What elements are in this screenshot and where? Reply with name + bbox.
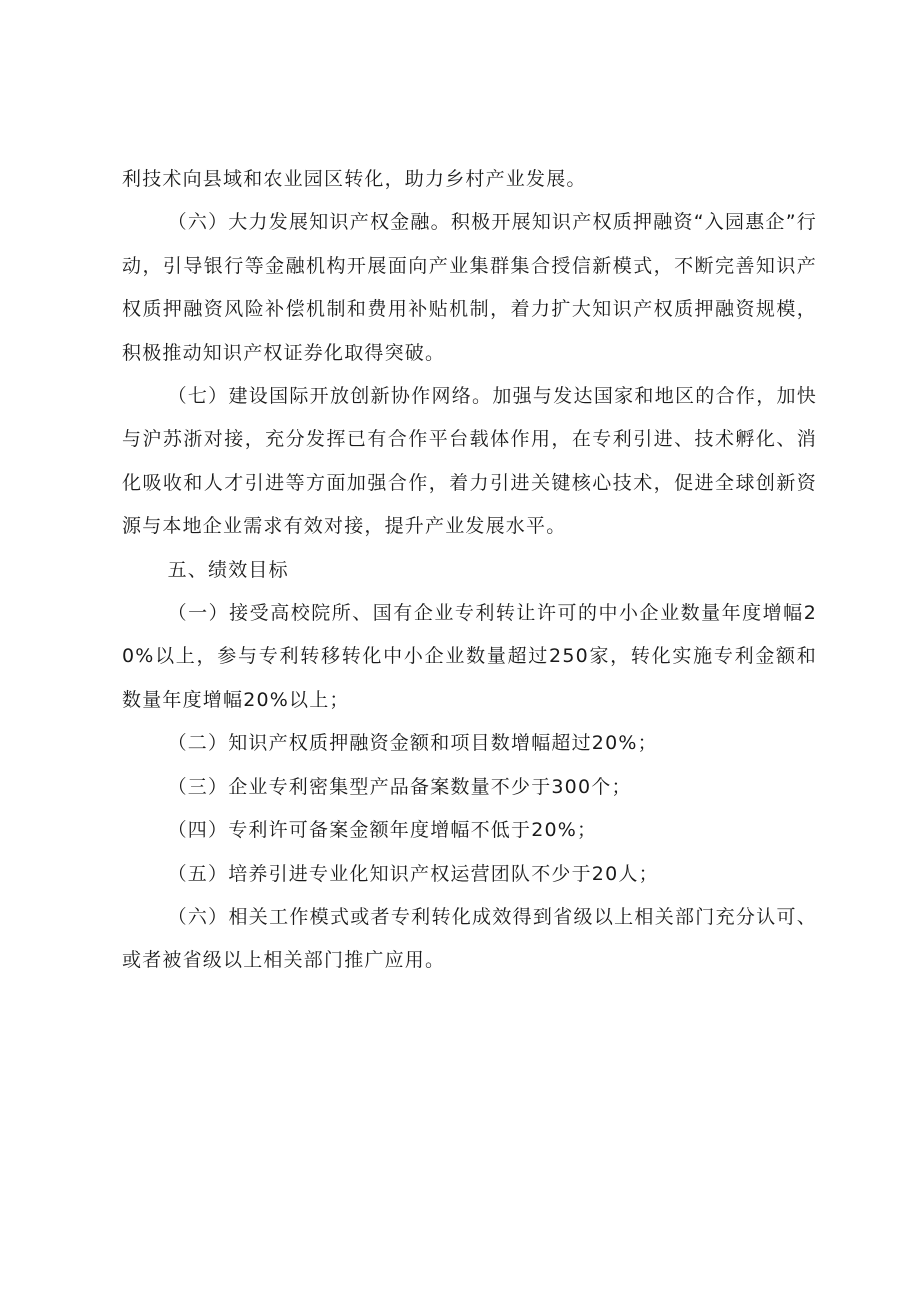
goal-item-3: （三）企业专利密集型产品备案数量不少于300个； bbox=[167, 775, 632, 798]
goal-item-2: （二）知识产权质押融资金额和项目数增幅超过20%； bbox=[167, 732, 658, 755]
paragraph-continuation: 利技术向县域和农业园区转化，助力乡村产业发展。 bbox=[122, 168, 587, 190]
goal-item-6: （六）相关工作模式或者专利转化成效得到省级以上相关部门充分认可、或者被省级以上相关部门推广应用。 bbox=[122, 905, 817, 972]
paragraph-ip-finance: （六）大力发展知识产权金融。积极开展知识产权质押融资“入园惠企”行动，引导银行等金融机构开展面向产业集群集合授信新模式，不断完善知识产权质押融资风险补偿机制和费用补贴机制，着力扩大知识产权质押融资规模，积极推动知识产权证券化取得突破。 bbox=[122, 211, 817, 364]
goal-item-4: （四）专利许可备案金额年度增幅不低于20%； bbox=[167, 819, 598, 842]
goal-item-5: （五）培养引进专业化知识产权运营团队不少于20人； bbox=[167, 862, 659, 885]
document-body bbox=[122, 158, 817, 983]
paragraph-international-network: （七）建设国际开放创新协作网络。加强与发达国家和地区的合作，加快与沪苏浙对接，充分发挥已有合作平台载体作用，在专利引进、技术孵化、消化吸收和人才引进等方面加强合作，着力引进关键核心技术，促进全球创新资源与本地企业需求有效对接，提升产业发展水平。 bbox=[122, 385, 817, 538]
goal-item-1: （一）接受高校院所、国有企业专利转让许可的中小企业数量年度增幅20%以上，参与专利转移转化中小企业数量超过250家，转化实施专利金额和数量年度增幅20%以上； bbox=[122, 602, 817, 711]
section-heading-performance-goals: 五、绩效目标 bbox=[167, 558, 289, 581]
